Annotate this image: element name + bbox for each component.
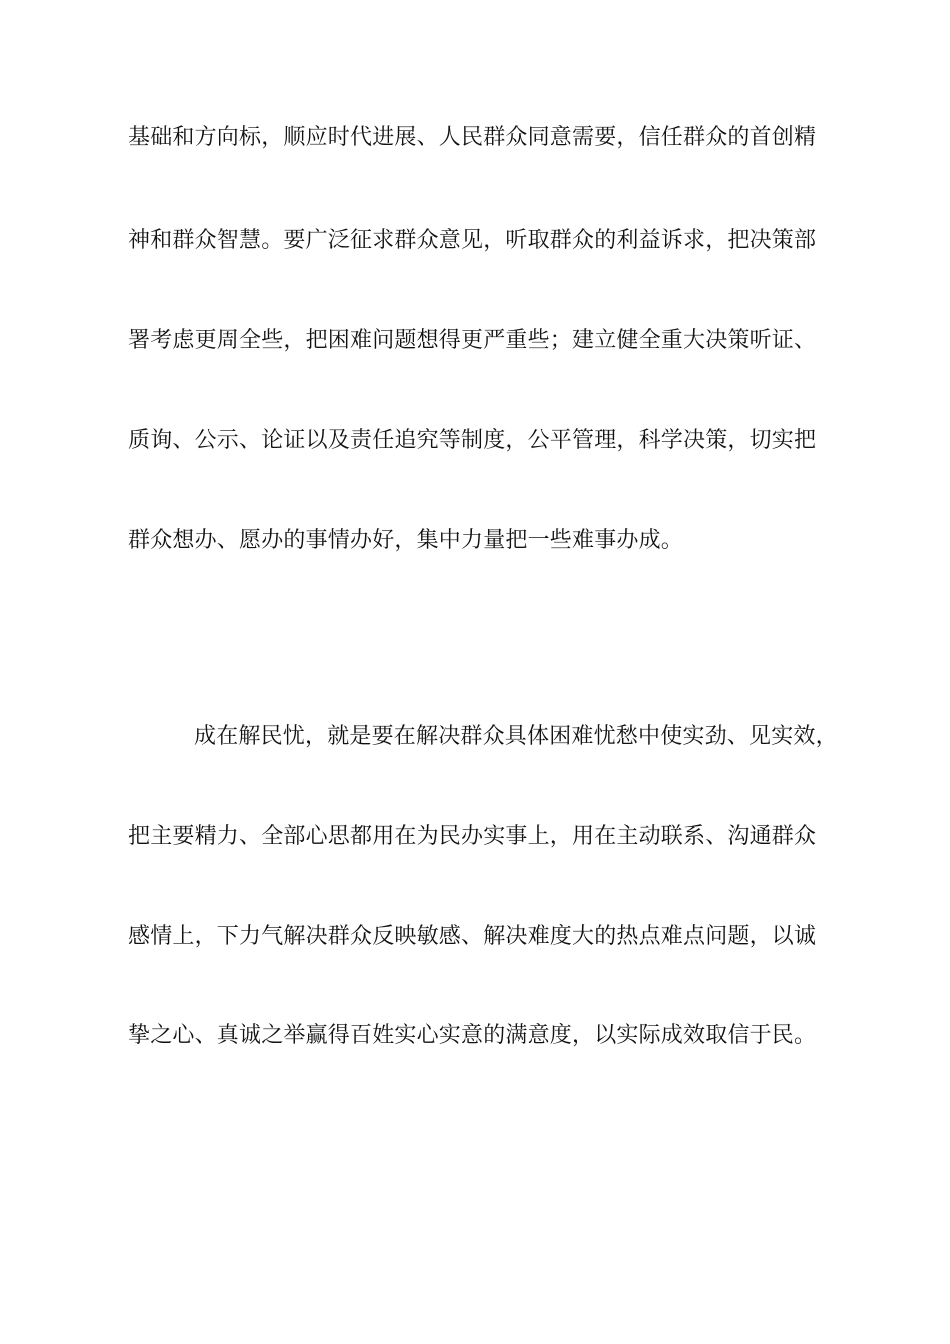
paragraph-2-line-1: 成在解民忧，就是要在解决群众具体困难忧愁中使实劲、见实效， <box>194 724 838 749</box>
paragraph-1-line-3: 署考虑更周全些，把困难问题想得更严重些；建立健全重大决策听证、 <box>128 328 817 353</box>
paragraph-1-line-4: 质询、公示、论证以及责任追究等制度，公平管理，科学决策，切实把 <box>128 428 817 453</box>
paragraph-2-line-3: 感情上，下力气解决群众反映敏感、解决难度大的热点难点问题，以诚 <box>128 924 817 949</box>
paragraph-1-line-2: 神和群众智慧。要广泛征求群众意见，听取群众的利益诉求，把决策部 <box>128 228 817 253</box>
paragraph-2-line-2: 把主要精力、全部心思都用在为民办实事上，用在主动联系、沟通群众 <box>128 824 817 849</box>
paragraph-1-line-1: 基础和方向标，顺应时代进展、人民群众同意需要，信任群众的首创精 <box>128 125 817 150</box>
paragraph-1-line-5: 群众想办、愿办的事情办好，集中力量把一些难事办成。 <box>128 528 684 553</box>
paragraph-2-line-4: 挚之心、真诚之举赢得百姓实心实意的满意度，以实际成效取信于民。 <box>128 1023 817 1048</box>
